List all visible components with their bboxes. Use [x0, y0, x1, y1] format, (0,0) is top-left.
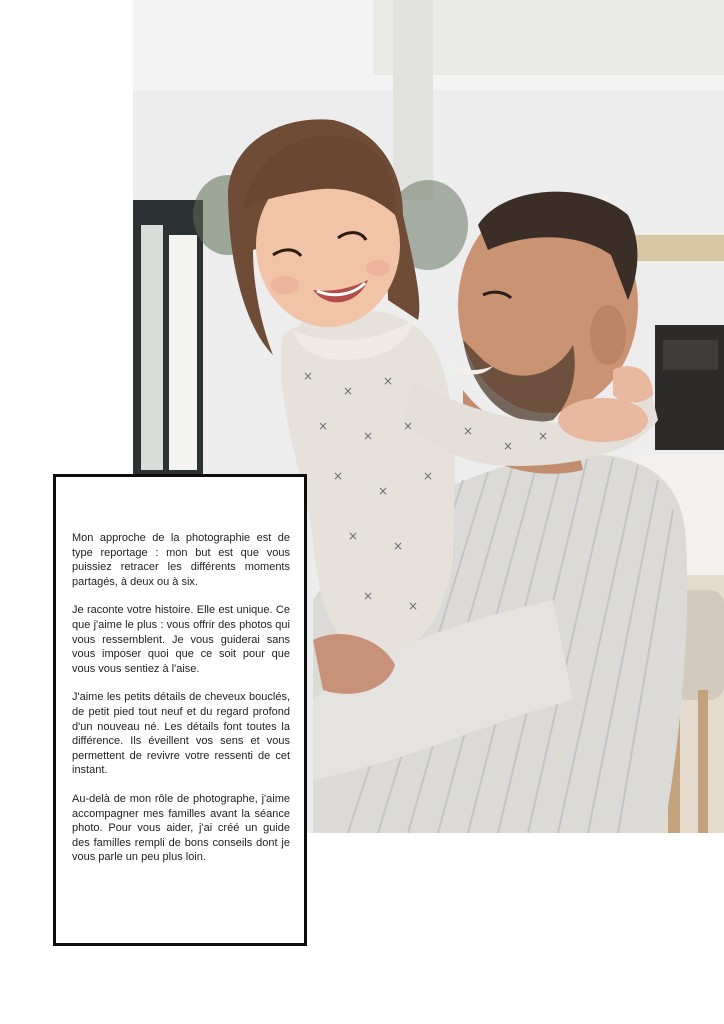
svg-text:×: ×: [393, 539, 404, 553]
svg-text:×: ×: [463, 424, 474, 438]
paragraph-story: Je raconte votre histoire. Elle est unique. Ce que j'aime le plus : vous offrir des photos qui vous ressemblent. Je vous guiderai sans vous imposer quoi que ce soit pour que vous vous sentiez à l'aise.: [72, 604, 290, 675]
svg-text:×: ×: [538, 429, 549, 443]
text-panel: [53, 474, 307, 946]
paragraph-details: J'aime les petits détails de cheveux bouclés, de petit pied tout neuf et du regard profond d'un nouveau né. Les détails font toutes la différence. Ils éveillent vos sens et vous permettent de revivre votre ressenti de cet instant.: [72, 691, 290, 777]
svg-text:×: ×: [318, 419, 329, 433]
svg-text:×: ×: [363, 429, 374, 443]
svg-text:×: ×: [408, 599, 419, 613]
svg-text:×: ×: [403, 419, 414, 433]
paragraph-guide: Au-delà de mon rôle de photographe, j'aime accompagner mes familles avant la séance photo. Pour vous aider, j'ai créé un guide des familles rempli de bons conseils dont je vous parle un peu plus loin.: [72, 792, 290, 864]
svg-text:×: ×: [378, 484, 389, 498]
svg-text:×: ×: [503, 439, 514, 453]
paragraph-approach: Mon approche de la photographie est de type reportage : mon but est que vous puissiez retracer les différents moments partagés, à deux ou à six.: [72, 532, 290, 588]
svg-text:×: ×: [348, 529, 359, 543]
svg-text:×: ×: [333, 469, 344, 483]
svg-text:×: ×: [343, 384, 354, 398]
svg-text:×: ×: [423, 469, 434, 483]
svg-text:×: ×: [303, 369, 314, 383]
svg-text:×: ×: [363, 589, 374, 603]
svg-text:×: ×: [383, 374, 394, 388]
